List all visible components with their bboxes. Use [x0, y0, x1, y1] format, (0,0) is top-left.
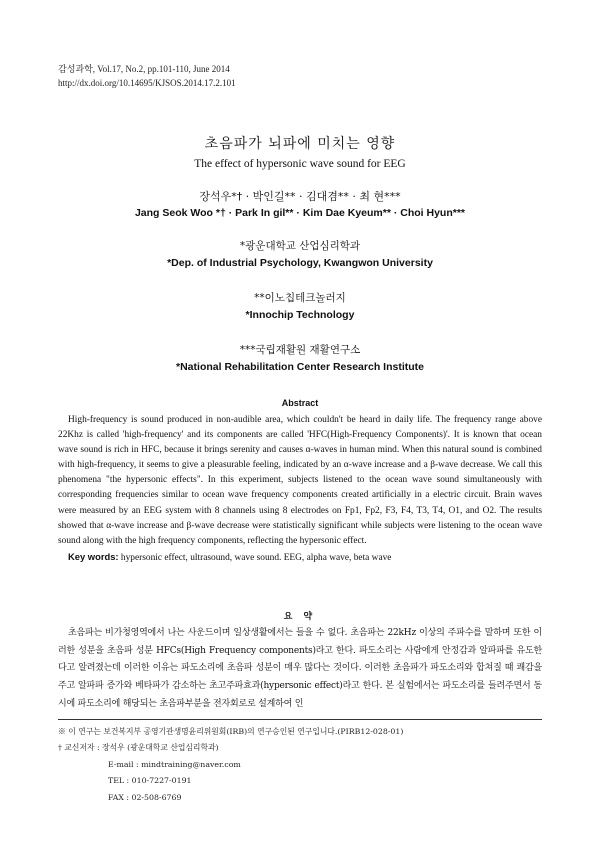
affiliation-2-english: *Innochip Technology: [245, 309, 355, 321]
footnote-tel: TEL : 010-7227-0191: [108, 776, 192, 786]
summary-body: 초음파는 비가청영역에서 나는 사운드이며 일상생활에서는 들을 수 없다. 초음파는 22kHz 이상의 주파수를 말하며 또한 이러한 성분을 초음파 성분 HFCs(High Frequency components)라고 한다. 파도소리는 사람에게 안정감과 알파파를 유도한다고 알려졌는데 이러한 이유는 파도소리에 초음파 성분이 매우 많다는 것이다. 이러한 초음파가 파도소리와 합쳐질 때 쾌감을 주고 알파파 증가와 베타파가 감소하는 초고주파효과(hypersonic effect)라고 한다. 본 실험에서는 파도소리를 들려주면서 동시에 파도소리에 해당되는 초음파부분을 전자회로로 설계하여 인: [58, 628, 542, 709]
footnote-divider: [58, 719, 542, 720]
title-english: The effect of hypersonic wave sound for EEG: [194, 158, 406, 170]
affiliation-3-english: *National Rehabilitation Center Research Institute: [176, 361, 424, 373]
authors-korean: 장석우*† · 박인길** · 김대겸** · 최 현***: [199, 190, 401, 203]
affiliation-1-english: *Dep. of Industrial Psychology, Kwangwon University: [167, 257, 433, 269]
footnote-irb: ※ 이 연구는 보건복지부 공영기관생명윤리위원회(IRB)의 연구승인된 연구입니다.(PIRB12-028-01): [58, 727, 404, 736]
abstract-heading: Abstract: [281, 398, 319, 408]
keywords-list: hypersonic effect, ultrasound, wave sound. EEG, alpha wave, beta wave: [118, 552, 392, 563]
summary-heading: 요 약: [283, 612, 317, 622]
abstract-section: [58, 413, 542, 566]
footnote-corresponding-author: † 교신저자 : 장석우 (광운대학교 산업심리학과): [58, 743, 219, 753]
authors-english: Jang Seok Woo *† · Park In gil** · Kim Dae Kyeum** · Choi Hyun***: [134, 207, 466, 219]
keywords-line: [58, 549, 542, 566]
affiliation-3-korean: ***국립재활원 재활연구소: [239, 344, 361, 356]
doi-link[interactable]: http://dx.doi.org/10.14695/KJSOS.2014.17.2.101: [58, 78, 236, 88]
keywords-label: Key words:: [68, 550, 119, 562]
abstract-body: High-frequency is sound produced in non-audible area, which couldn't be heard in daily life. The frequency range above 22Khz is called 'high-frequency' and its components are called 'HFC(High-Frequency Components)'. It is known that ocean wave sound is rich in HFC, because it brings serenity and causes α-waves in human mind. When this natural sound is combined with high-frequency, it seems to give a pleasurable feeling, indicated by an α-wave increase and a β-wave decrease. We call this phenomena "the hypersonic effects". In this experiment, subjects listened to the ocean wave sound simultaneously with corresponding frequencies similar to ocean wave frequency components created artificially in a electric circuit. Brain waves were measured by an EEG system with 8 channels using 8 electrodes on Fp1, Fp2, F3, F4, T3, T4, O1, and O2. The results showed that α-wave increase and β-wave decrease were statistically significant while subjects were listening to the ocean wave sound along with the high frequency components, reflecting the hypersonic effect.: [58, 415, 542, 546]
title-korean: 초음파가 뇌파에 미치는 영향: [204, 136, 396, 152]
footnote-fax: FAX : 02-508-6769: [108, 792, 182, 802]
summary-section: [58, 625, 542, 714]
footnotes: [58, 724, 542, 806]
affiliation-2-korean: **이노칩테크놀러지: [254, 292, 346, 304]
affiliation-1-korean: *광운대학교 산업심리학과: [239, 240, 361, 252]
footnote-email[interactable]: E-mail : mindtraining@naver.com: [108, 759, 241, 769]
journal-header: [58, 62, 236, 90]
journal-citation: 감성과학, Vol.17, No.2, pp.101-110, June 2014: [58, 64, 230, 74]
